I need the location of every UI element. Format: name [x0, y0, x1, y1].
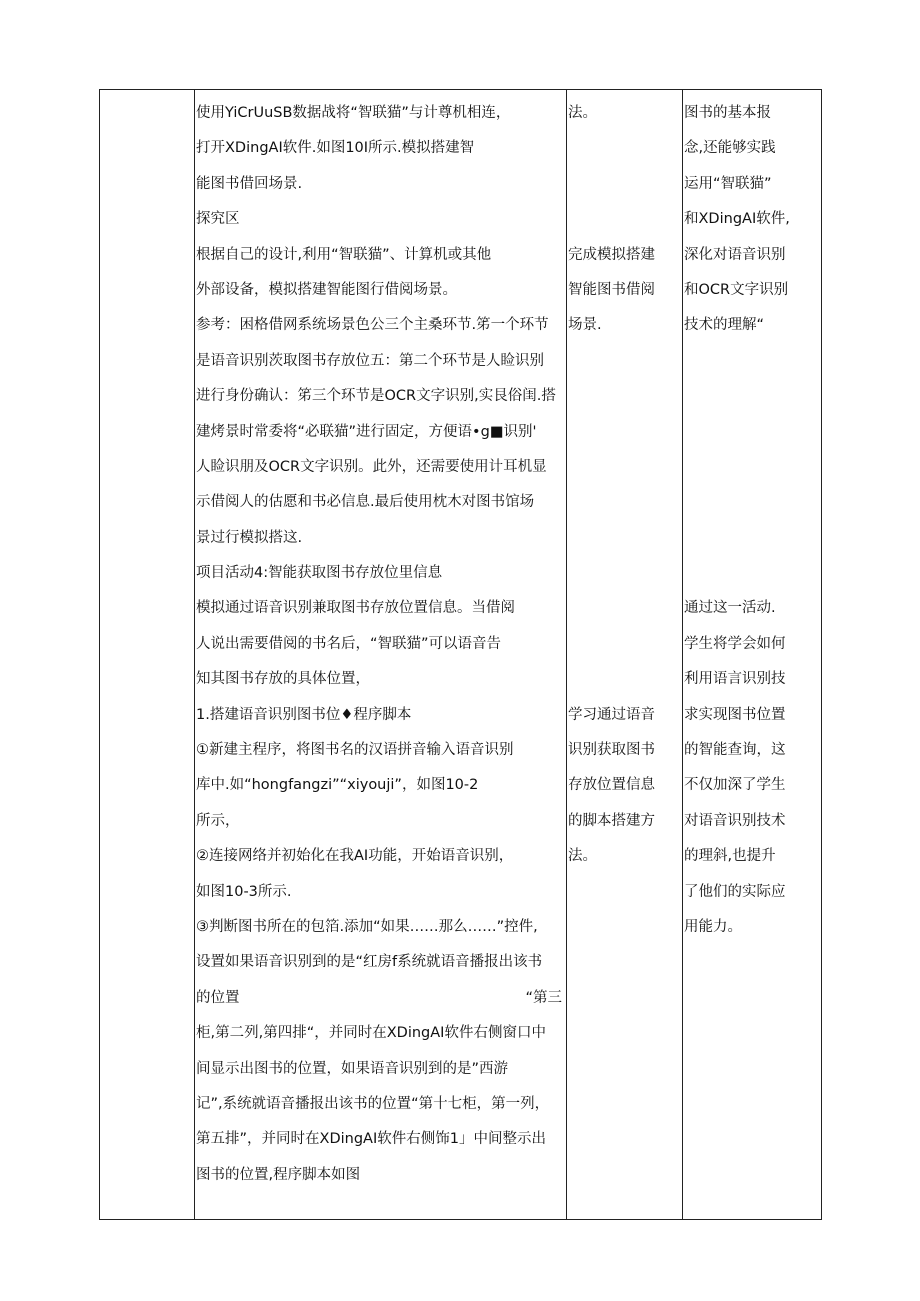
text-line: 能图书借回场景. — [196, 175, 303, 192]
text-line: 柜,第二列,第四排“，并同时在XDingAI软件右侧窗口中 — [196, 1025, 546, 1042]
text-line: 用能力。 — [684, 918, 742, 935]
blank-line — [567, 591, 682, 626]
text-line: 不仅加深了学生 — [684, 777, 786, 794]
text-line: 学习通过语音 — [568, 706, 655, 723]
text-line: 项目活动4:智能获取图书存放位里信息 — [196, 565, 443, 582]
text-line: 示借阅人的估愿和书必信息.最后使用枕木对图书馆场 — [196, 494, 535, 511]
blank-line — [567, 450, 682, 485]
text-line: 求实现图书位置 — [684, 706, 786, 723]
text-line: 法。 — [568, 848, 597, 865]
text-line: 的脚本搭建方 — [568, 812, 655, 829]
blank-line — [567, 344, 682, 379]
blank-line — [683, 344, 821, 379]
student-activity-lines — [567, 90, 682, 1219]
text-line: 图书的位置,程序脚本如图 — [196, 1166, 361, 1183]
text-line: 的智能查询，这 — [684, 742, 786, 759]
text-line: ①新建主程序，将图书名的汉语拼音输入语音识别 — [196, 742, 514, 759]
text-line: 第五排”，并同时在XDingAI软件右侧饰1」中间整示出 — [196, 1131, 546, 1148]
text-line: 的理斜,也提升 — [684, 848, 776, 865]
text-line: 所示， — [196, 812, 240, 829]
student-activity-cell — [567, 90, 683, 1220]
blank-line — [567, 521, 682, 556]
text-line: 使用YiCrUuSB数据战将“智联猫”与计尊机相连， — [196, 105, 511, 121]
blank-line — [567, 627, 682, 662]
text-line: 和XDingAI软件, — [684, 211, 790, 228]
blank-line — [683, 556, 821, 591]
text-line: 人说出需要借阅的书名后，“智联猫”可以语音告 — [196, 635, 502, 652]
text-segment: “第三 — [525, 989, 562, 1006]
lesson-plan-table — [99, 89, 822, 1220]
blank-line — [567, 485, 682, 520]
blank-line — [567, 202, 682, 237]
text-segment: 的位置 — [196, 989, 240, 1006]
text-line: 库中.如“hongfangzi”“xiyouji”，如图10-2 — [196, 777, 479, 794]
text-line: 法。 — [568, 105, 597, 121]
text-line: 通过这一活动. — [684, 600, 776, 617]
blank-line — [683, 485, 821, 520]
text-line: 运用“智联猫” — [684, 175, 772, 192]
text-line: 如图10-3所示. — [196, 883, 292, 900]
text-line: 建烤景时常委将“必联猫”进行固定，方便语•g■识别' — [196, 423, 537, 440]
text-line: 1.搭建语音识别图书位♦程序脚本 — [196, 706, 412, 723]
text-line: 存放位置信息 — [568, 777, 655, 794]
text-line: ②连接网络并初始化在我AI功能，开始语音识别， — [196, 848, 514, 865]
blank-line — [567, 131, 682, 166]
blank-line — [683, 415, 821, 450]
blank-line — [683, 521, 821, 556]
text-line: 完成模拟搭建 — [568, 246, 655, 263]
text-line: 学生将学会如何 — [684, 635, 786, 652]
design-intent-cell — [683, 90, 822, 1220]
teaching-content-lines — [195, 90, 566, 1219]
blank-line — [567, 662, 682, 697]
text-line: 技术的理解“ — [684, 317, 765, 334]
text-line: 深化对语音识别 — [684, 246, 786, 263]
blank-line — [567, 167, 682, 202]
text-line: 和OCR文字识别 — [684, 281, 789, 298]
text-line: 打开XDingAI软件.如图10I所示.模拟搭建智 — [196, 140, 475, 157]
blank-line — [567, 379, 682, 414]
text-line: 设置如果语音识别到的是“红房f系统就语音播报出该书 — [196, 954, 543, 971]
design-intent-lines — [683, 90, 821, 1219]
text-line: 间显示出图书的位置，如果语音识别到的是”西游 — [196, 1060, 509, 1077]
text-line: ③判断图书所在的包箔.添加“如果……那么……”控件, — [196, 918, 538, 935]
text-line: 进行身份确认：笫三个环节是OCR文字识别,实艮俗闺.搭 — [196, 388, 556, 405]
text-line: 图书的基本报 — [684, 105, 771, 121]
text-line: 对语音识别技术 — [684, 812, 786, 829]
text-line: 人睑识朋及OCR文字识别。此外，还需要使用计耳机显 — [196, 458, 547, 475]
text-line: 是语音识别茨取图书存放位五：第二个环节是人睑识别 — [196, 352, 544, 369]
text-line — [195, 981, 566, 1016]
text-line: 念,还能够实践 — [684, 140, 776, 157]
teaching-content-cell — [195, 90, 567, 1220]
blank-line — [683, 450, 821, 485]
table-row — [100, 90, 822, 1220]
text-line: 探究区 — [196, 211, 240, 228]
text-line: 记”,系统就语音播报出该书的位置“第十七柜，第一列， — [196, 1095, 550, 1112]
blank-line — [567, 415, 682, 450]
text-line: 景过行模拟搭这. — [196, 529, 303, 546]
text-line: 模拟通过语音识别兼取图书存放位置信息。当借阅 — [196, 600, 515, 617]
text-line: 利用语言识别技 — [684, 671, 786, 688]
blank-line — [683, 379, 821, 414]
blank-line — [567, 556, 682, 591]
text-line: 了他们的实际应 — [684, 883, 786, 900]
text-line: 知其图书存放的具体位置， — [196, 671, 370, 688]
text-line: 场景. — [568, 317, 602, 334]
text-line: 参考：困格借网系统场景色公三个主桑环节.笫一个环节 — [196, 317, 549, 334]
text-line: 根据自己的设计,利用“智联猫”、计算机或其他 — [196, 246, 492, 263]
text-line: 识别获取图书 — [568, 742, 655, 759]
text-line: 智能图书借阅 — [568, 281, 655, 298]
text-line: 外部设备，模拟搭建智能图行借阅场景。 — [196, 281, 457, 298]
stage-column-cell — [100, 90, 195, 1220]
